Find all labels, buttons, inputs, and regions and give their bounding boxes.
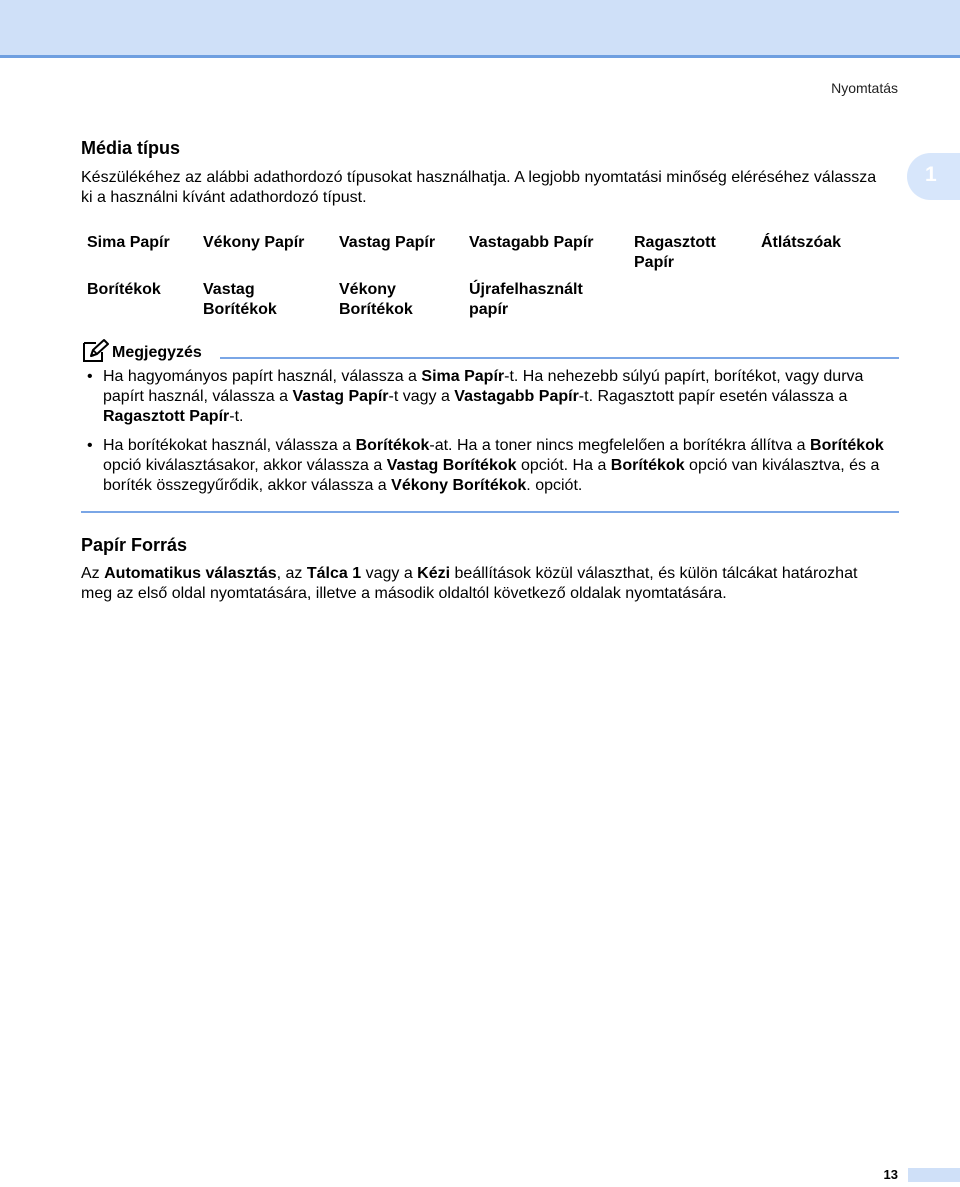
note-text: . opciót. — [526, 477, 583, 494]
media-type-item: Sima Papír — [87, 234, 170, 251]
note-text: opciót. Ha a — [516, 457, 611, 474]
note-text: -t. Ragasztott papír esetén válassza a — [578, 388, 848, 405]
chapter-number: 1 — [925, 163, 937, 186]
media-type-item: Vékony Papír — [203, 234, 305, 251]
note-bullet — [87, 367, 897, 427]
section-heading-media-type: Média típus — [81, 138, 181, 158]
source-text: , az — [276, 565, 307, 582]
media-type-item: Átlátszóak — [761, 234, 842, 251]
note-text: opció van kiválasztva, és a boríték összegyűrődik, akkor válassza a — [103, 457, 880, 494]
running-title: Nyomtatás — [831, 80, 898, 96]
media-type-item: Vastag Borítékok — [203, 281, 277, 318]
pencil-note-icon — [81, 338, 109, 369]
source-text: beállítások közül választhat, és külön tálcákat határozhat meg az első oldal nyomtatására, illetve a második oldaltól következő oldalak nyomtatására. — [81, 565, 858, 602]
source-term: Automatikus választás — [104, 565, 277, 582]
note-text: -t. Ha nehezebb súlyú papírt, borítékot, vagy durva papírt használ, válassza a — [103, 368, 864, 405]
note-text: -t. — [229, 408, 244, 425]
note-divider — [220, 357, 899, 359]
paper-source-paragraph — [81, 564, 881, 604]
note-text: -at. Ha a toner nincs megfelelően a borítékra állítva a — [429, 437, 811, 454]
bullet-marker: • — [87, 368, 93, 385]
note-term: Ragasztott Papír — [103, 408, 230, 425]
media-type-item: Vastag Papír — [339, 234, 436, 251]
media-type-item: Ragasztott Papír — [634, 234, 716, 271]
note-term: Vastag Borítékok — [386, 457, 517, 474]
note-term: Vékony Borítékok — [391, 477, 527, 494]
note-text: Ha borítékokat használ, válassza a — [103, 437, 356, 454]
note-term: Vastagabb Papír — [454, 388, 579, 405]
source-term: Kézi — [417, 565, 451, 582]
note-term: Vastag Papír — [292, 388, 389, 405]
top-header-bar — [0, 0, 960, 58]
note-text: opció kiválasztásakor, akkor válassza a — [103, 457, 387, 474]
page-number: 13 — [883, 1167, 898, 1182]
chapter-tab — [907, 153, 960, 200]
note-text: Ha hagyományos papírt használ, válassza a — [103, 368, 422, 385]
footer-bar — [908, 1168, 960, 1182]
note-text: -t vagy a — [388, 388, 455, 405]
source-text: vagy a — [361, 565, 418, 582]
note-header — [81, 338, 899, 360]
note-term: Borítékok — [610, 457, 685, 474]
media-type-item: Újrafelhasznált papír — [469, 281, 583, 318]
media-type-item: Borítékok — [87, 281, 161, 298]
source-term: Tálca 1 — [306, 565, 362, 582]
note-term: Borítékok — [355, 437, 430, 454]
media-intro-paragraph: Készülékéhez az alábbi adathordozó típusokat használhatja. A legjobb nyomtatási minőség eléréséhez válassza ki a használni kívánt adathordozó típust. — [81, 169, 877, 206]
source-text: Az — [81, 565, 105, 582]
note-bullet-list — [87, 367, 897, 505]
media-type-item: Vastagabb Papír — [469, 234, 594, 251]
note-end-divider — [81, 511, 899, 513]
note-bullet — [87, 436, 897, 496]
note-term: Borítékok — [810, 437, 884, 454]
media-type-item: Vékony Borítékok — [339, 281, 413, 318]
section-heading-paper-source: Papír Forrás — [81, 535, 188, 555]
note-title: Megjegyzés — [112, 344, 202, 361]
bullet-marker: • — [87, 437, 93, 454]
note-term: Sima Papír — [421, 368, 505, 385]
